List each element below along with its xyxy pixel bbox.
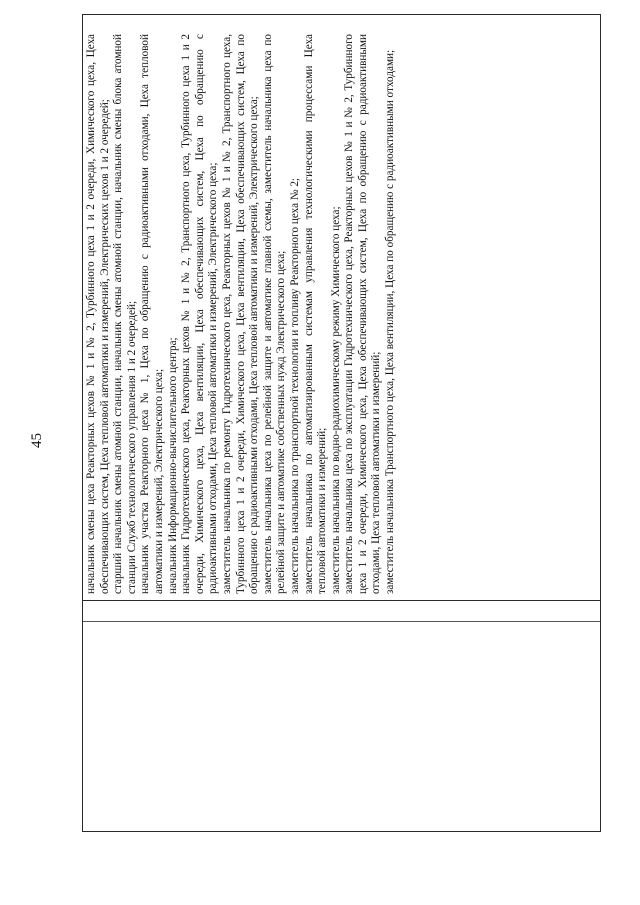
column-divider-inner <box>83 621 600 622</box>
list-item: заместитель начальника цеха по эксплуатации Гидротехнического цеха, Реакторных цехов № 1 и № 2, Турбинного цеха 1 и 2 очереди, Химического цеха, Цеха обеспечивающих систем, Цеха по обращению с радиоактивными отходами, Цеха тепловой автоматики и измерений; <box>343 34 383 594</box>
list-item: начальник участка Реакторного цеха № 1, Цеха по обращению с радиоактивными отходами, Цеха тепловой автоматики и измерений, Электрического цеха; <box>139 34 165 594</box>
list-item: заместитель начальника по транспортной технологии и топливу Реакторного цеха № 2; <box>288 177 301 594</box>
list-item: заместитель начальника по ремонту Гидротехнического цеха, Реакторных цехов № 1 и № 2, Транспортного цеха, Турбинного цеха 1 и 2 очереди, Химического цеха, Цеха вентиляции, Цеха обеспечивающих систем, Цеха по обращению с радиоактивными отходами, Цеха тепловой автоматики и измерений, Электрического цеха; <box>220 34 261 594</box>
list-item: заместитель начальника цеха по релейной защите и автоматике главной схемы, заместитель начальника цеха по релейной защите и автоматике собственных нужд Электрического цеха; <box>261 34 288 594</box>
list-item: заместитель начальника по водно-радиохимическому режиму Химического цеха; <box>329 206 342 594</box>
position-list-cell <box>83 28 601 598</box>
list-item: заместитель начальника по автоматизированным системам управления технологическими процессами Цеха тепловой автоматики и измерений; <box>302 34 329 594</box>
list-item: начальник смены цеха Реакторных цехов № 1 и № 2, Турбинного цеха 1 и 2 очереди, Химического цеха, Цеха обеспечивающих систем, Цеха тепловой автоматики и измерений, Электрических цехов 1 и 2 очередей; <box>85 34 111 594</box>
list-item: заместитель начальника Транспортного цеха, Цеха вентиляции, Цеха по обращению с радиоактивными отходами; <box>384 49 397 594</box>
list-item: начальник Информационно-вычислительного центра; <box>166 337 179 594</box>
list-item: старший начальник смены атомной станции, начальник смены атомной станции, начальник смены блока атомной станции Служб технологического управления 1 и 2 очередей; <box>112 34 138 594</box>
column-divider <box>83 600 600 601</box>
list-item: начальник Гидротехнического цеха, Реакторных цехов № 1 и № 2, Транспортного цеха, Турбинного цеха 1 и 2 очереди, Химического цеха, Цеха вентиляции, Цеха обеспечивающих систем, Цеха по обращению с радиоактивными отходами, Цеха тепловой автоматики и измерений, Электрического цеха; <box>180 34 220 594</box>
page-number: 45 <box>29 433 45 448</box>
document-table <box>82 14 601 832</box>
